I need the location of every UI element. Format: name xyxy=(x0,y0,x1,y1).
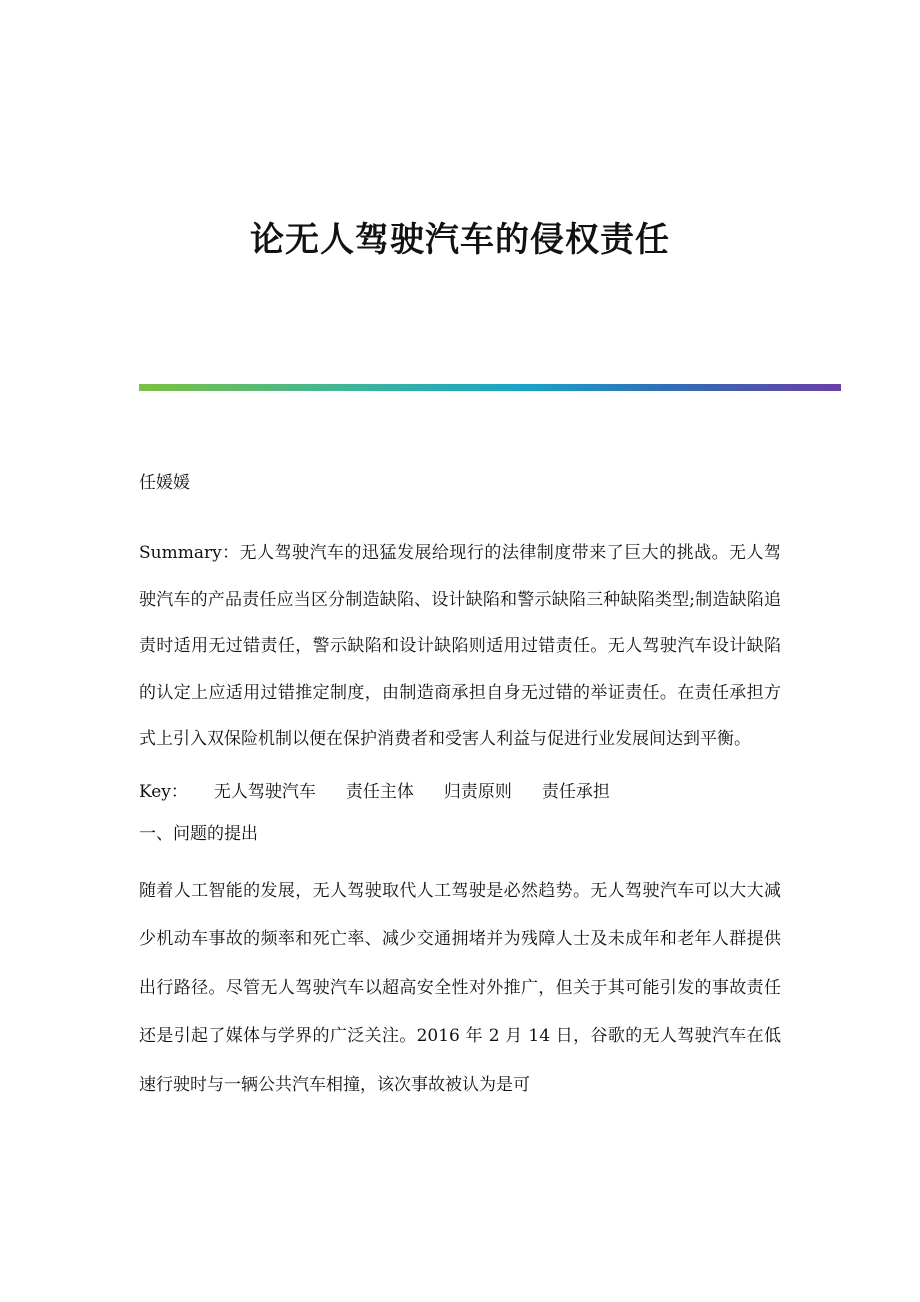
body-paragraph: 随着人工智能的发展，无人驾驶取代人工驾驶是必然趋势。无人驾驶汽车可以大大减少机动车事故的频率和死亡率、减少交通拥堵并为残障人士及未成年和老年人群提供出行路径。尽管无人驾驶汽车以超高安全性对外推广，但关于其可能引发的事故责任还是引起了媒体与学界的广泛关注。2016 年 2 月 14 日，谷歌的无人驾驶汽车在低速行驶时与一辆公共汽车相撞，该次事故被认为是可 xyxy=(139,880,781,1095)
author-name: 任媛媛 xyxy=(139,473,190,493)
keyword-item: 无人驾驶汽车 xyxy=(213,781,316,802)
title-divider xyxy=(139,384,841,391)
keyword-item: 责任承担 xyxy=(541,781,610,802)
document-title: 论无人驾驶汽车的侵权责任 xyxy=(250,220,670,260)
summary-text: 无人驾驶汽车的迅猛发展给现行的法律制度带来了巨大的挑战。无人驾驶汽车的产品责任应当区分制造缺陷、设计缺陷和警示缺陷三种缺陷类型;制造缺陷追责时适用无过错责任，警示缺陷和设计缺陷则适用过错责任。无人驾驶汽车设计缺陷的认定上应适用过错推定制度，由制造商承担自身无过错的举证责任。在责任承担方式上引入双保险机制以便在保护消费者和受害人利益与促进行业发展间达到平衡。 xyxy=(139,543,782,749)
keywords-label: Key： xyxy=(139,781,188,802)
summary-paragraph xyxy=(139,530,781,763)
keyword-item: 责任主体 xyxy=(345,781,414,802)
keyword-item: 归责原则 xyxy=(443,781,512,802)
summary-label: Summary： xyxy=(139,543,240,563)
keywords-row xyxy=(139,780,781,804)
document-body xyxy=(139,466,781,1126)
section-heading: 一、问题的提出 xyxy=(139,823,258,844)
